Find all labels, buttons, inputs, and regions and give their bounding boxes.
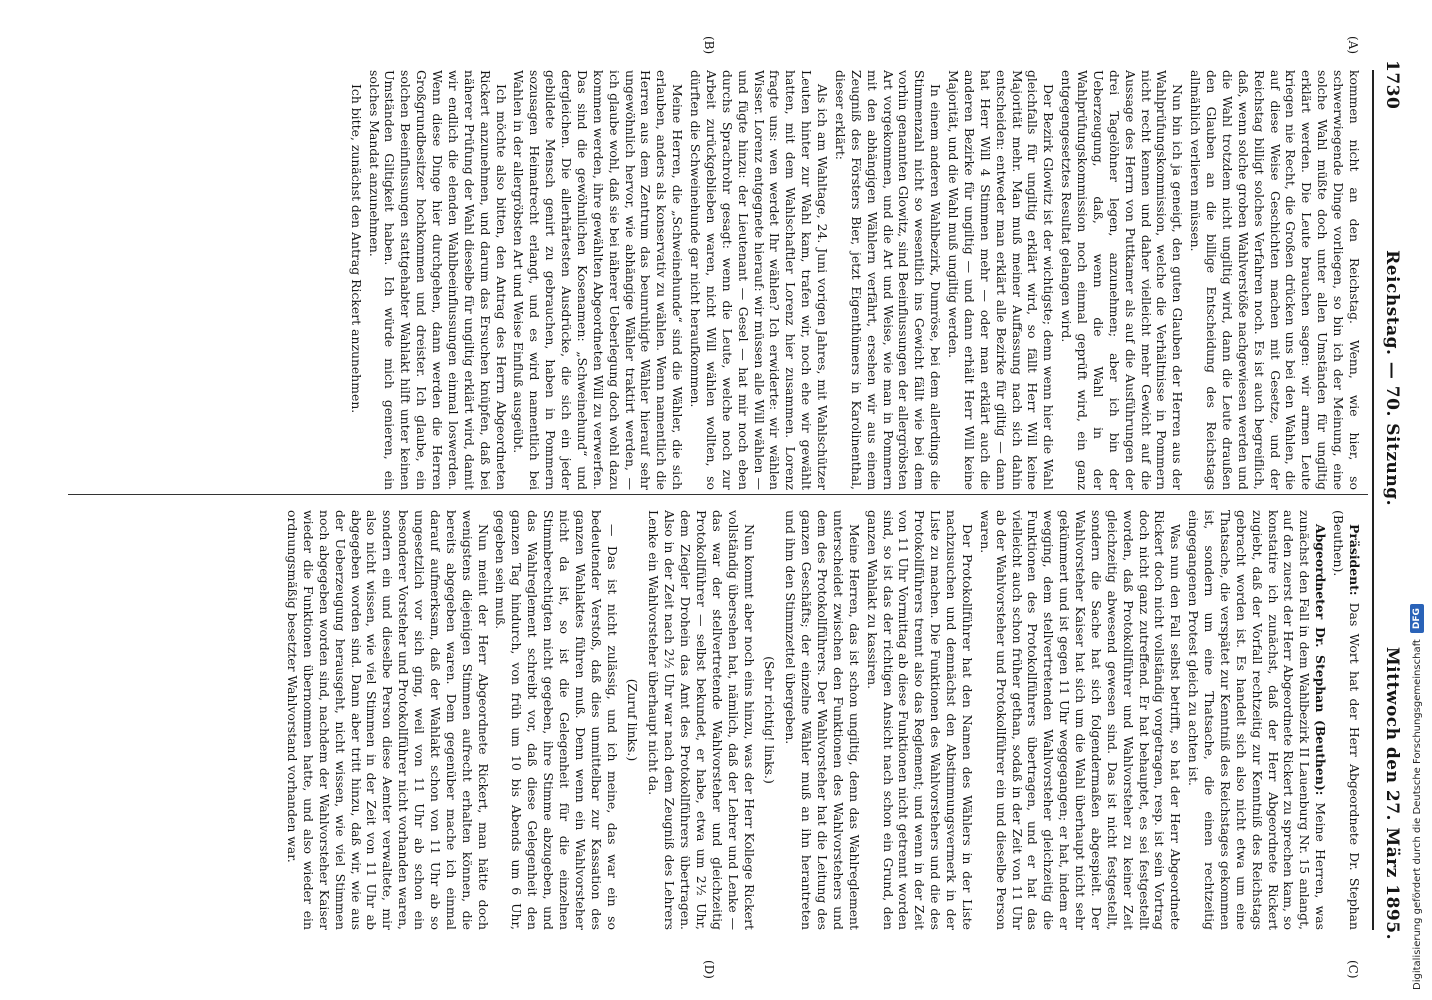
right-column [62, 510, 1362, 930]
dfg-logo: DFG [1410, 604, 1424, 633]
paragraph: Nun meint der Herr Abgeordnete Rickert, man hätte doch wenigstens diejenigen Stimmen aufrecht erhalten können, die bereits abgegeben waren. Dem gegenüber mache ich einmal darauf aufmerksam, daß der Wahlakt schon von 11 Uhr ab so ungesetzlich vor sich ging, weil von 11 Uhr ab schon ein besonderer Vorsteher und Protokollführer nicht vorhanden waren, sondern ein und dieselbe Person diese Aemter verwaltete, mir also nicht wissen, wie viel Stimmen in der Zeit von 11 Uhr ab abgegeben worden sind. Dann aber tritt hinzu, daß wir, wie aus der Ueberzeugung herausgeht, nicht wissen, wie viel Stimmen noch abgegeben worden sind, nachdem der Wahlvorsteher Kaiser wieder die Funktionen übernommen hatte, und also wieder ein ordnungsmäßig besetzter Wahlvorstand vorhanden war. [285, 510, 491, 930]
margin-mark-d: (D) [702, 960, 716, 979]
paragraph: In einem anderen Wahlbezirk, Dumröse, bei dem allerdings die Stimmenzahl nicht so wesentlich ins Gewicht fällt wie bei dem vorhin genannten Glowitz, sind Beeinflussungen der allergröbsten Art vorgekommen, und die Art und Weise, wie man in Pommern mit den abhängigen Wählern verfährt, ersehen wir aus einem Zeugniß des Försters Bier, jetzt Eigenthümers in Karolinenthal, dieser erklärt: [833, 70, 944, 490]
credit-text: Digitalisierung gefördert durch die Deutsche Forschungsgemeinschaft [1411, 639, 1423, 990]
paragraph: Der Bezirk Glowitz ist der wichtigste; denn wenn hier die Wahl gleichfalls für ungiltig erklärt wird, so fällt Herr Will keine Majorität mehr. Man muß meiner Auffassung nach sich dahin entscheiden: entweder man erklärt alle Bezirke für giltig — dann hat Herr Will 4 Stimmen mehr — oder man erklärt auch die anderen Bezirke für ungiltig — und dann erhält Herr Will keine Majorität, und die Wahl muß ungiltig werden. [946, 70, 1057, 490]
paragraph: — Das ist nicht zulässig, und ich meine, das war ein so bedeutender Verstoß, daß dies unmittelbar zur Kassation des ganzen Wahlaktes führen muß. Denn wenn ein Wahlvorsteher nicht da ist, so ist die Gelegenheit für die einzelnen Stimmberechtigten nicht gegeben, ihre Stimme abzugeben, und das Wahlreglement schreibt vor, daß diese Gelegenheit den ganzen Tag hindurch, von früh um 10 bis Abends um 6 Uhr, gegeben sein muß. [493, 510, 620, 930]
paragraph: Nun kommt aber noch eins hinzu, was der Herr Kollege Rickert vollständig übersehen hat, nämlich, daß der Lehrer und Lenke — das war der stellvertretende Wahlvorsteher und gleichzeitig Protokollführer — selbst bekundet, er habe, etwa um 2½ Uhr, dem Ziegler Drohein das Amt des Protokollführers übertragen. Also in der Zeit nach 2½ Uhr war nach dem Zeugniß des Lehrers Lenke ein Wahlvorsteher überhaupt nicht da. [646, 510, 757, 930]
interjection: (Sehr richtig! links.) [762, 656, 778, 784]
margin-mark-c: (C) [1346, 960, 1360, 979]
page-number: 1730 [1382, 60, 1402, 110]
margin-mark-b: (B) [702, 36, 716, 55]
speaker-text: Meine Herren, was zunächst den Fall in dem Wahlbezirk II Lauenburg Nr. 15 anlangt, auf den zuerst der Herr Abgeordnete Rickert zu sprechen kam, so konstatire ich zunächst, daß der Herr Abgeordnete Rickert zugiebt, daß der Vorfall rechtzeitig zur Kenntniß des Reichstags gebracht worden ist. Es handelt sich also nicht etwa um eine Thatsache, die verspätet zur Kenntniß des Reichstages gekommen ist, sondern um eine Thatsache, die einen rechtzeitig eingegangenen Protest gleich zu achten ist. [1186, 510, 1329, 930]
running-header [1380, 60, 1404, 940]
session-title: Reichstag. — 70. Sitzung. [1382, 250, 1402, 507]
speaker-statement [1185, 510, 1328, 930]
column-divider [68, 494, 1368, 495]
digitization-credit [1410, 604, 1424, 990]
paragraph: Ich bitte, zunächst den Antrag Rickert anzunehmen. [348, 84, 364, 414]
paragraph: kommen nicht an den Reichstag. Wenn, wie hier, so schwerwiegende Dinge vorliegen, so bin ich der Meinung, eine solche Wahl müßte doch unter allen Umständen für ungiltig erklärt werden. Die Leute brauchen sagen: wir armen Leute kriegen nie Recht, die Großen drücken uns bei den Wahlen, die auf diese Weise Geschichten machen mit Gesetze, und der Reichstag billigt solches Verfahren noch. Es ist auch begreiflich, daß, wenn solche groben Wahlverstöße nachgewiesen werden und die Wahl trotzdem nicht ungiltig wird, dann die Leute draußen den Glauben an die billige Entscheidung des Reichstags allmählich verlieren müssen. [1188, 70, 1362, 490]
speaker-label: Abgeordneter Dr. Stephan (Beuthen): [1313, 524, 1329, 796]
left-column [62, 70, 1362, 490]
president-statement [1330, 510, 1362, 930]
header-rule [1372, 70, 1374, 930]
quoted-testimony: Als ich am Wahltage, 24. Juni vorigen Jahres, mit Wahlschützer Leuten hinter zur Wahl kam, trafen wir, noch ehe wir gewählt hatten, mit dem Wahlschaftler Lorenz hier zusammen. Lorenz fragte uns: wen werdet Ihr wählen? Ich erwiderte: wir wählen Wisser. Lorenz entgegnete hierauf: wir müssen alle Will wählen — und fügte hinzu: der Lieutenant — Gesel — hat mir noch eben durchs Sprachrohr gesagt: wenn die Leute, welche noch zur Arbeit zurückgeblieben waren, nicht Will wählen wollten, so dürften die Schweinehunde gar nicht heraufkommen. [688, 70, 831, 490]
paragraph: Nun bin ich ja geneigt, den guten Glauben der Herren aus der Wahlprüfungskommission, welche die Verhältnisse in Pommern nicht recht kennen und daher vielleicht mehr Gewicht auf die Aussage des Herrn von Puttkamer als auf die Ausführungen der drei Tagelöhner legen, anzunehmen; aber ich bin der Ueberzeugung, daß, wenn die Wahl in der Wahlprüfungskommission noch einmal geprüft wird, ein ganz entgegengesetztes Resultat gelangen wird. [1059, 70, 1186, 490]
interjection: (Zuruf links.) [625, 678, 641, 762]
president-label: Präsident: [1347, 524, 1362, 596]
paragraph: Meine Herren, das ist schon ungiltig, denn das Wahlreglement unterscheidet zwischen den Funktionen des Wahlvorstehers und dem des Protokollführers. Der Wahlvorsteher hat die Leitung des ganzen Geschäfts; der einzelne Wähler muß an ihn herantreten und ihm den Stimmzettel übergeben. [783, 510, 862, 930]
paragraph: Meine Herren, die „Schweinehunde“ sind die Wähler, die sich erlauben, anders als konservativ zu wählen. Wenn namentlich die Herren aus dem Zentrum das beunruhigte Wähler hierauf sehr ungewöhnlich hervor, wie abhängige Wähler traktirt werden, — ich glaube wohl, daß sie bei näherer Ueberlegung doch wohl dazu kommen werden, ihre gewählten Abgeordneten Will zu verwerfen. Das sind die gewöhnlichen Kosenamen: „Schweinehund“ und dergleichen. Die allerhärtesten Ausdrücke, die sich ein jeder gebildete Mensch genirt zu gebrauchen, haben in Pommern sozusagen Heimatrecht erlangt, und es wird namentlich bei Wahlen in der allergröbsten Art und Weise Einfluß ausgeübt. [511, 70, 686, 490]
margin-mark-a: (A) [1346, 36, 1360, 55]
session-date: Mittwoch den 27. März 1895. [1382, 646, 1402, 940]
paragraph: Was nun den Fall selbst betrifft, so hat der Herr Abgeordnete Rickert doch nicht vollständig vorgetragen, resp. ist sein Vortrag doch nicht ganz zutreffend. Er hat behauptet, es sei festgestellt worden, daß Protokollführer und Wahlvorsteher zu keiner Zeit gleichzeitig abwesend gewesen sind. Das ist nicht festgestellt, sondern die Sache hat sich folgendermaßen abgespielt. Der Wahlvorsteher Kaiser hat sich um die Wahl überhaupt nicht sehr gekümmert und ist gegen 11 Uhr weggegangen; er hat, indem er wegging, dem stellvertretenden Wahlvorsteher gleichzeitig die Funktionen des Protokollführers übertragen, und er hat das vielleicht auch schon früher gethan, sodaß in der Zeit von 11 Uhr ab der Wahlvorsteher und Protokollführer ein und dieselbe Person waren. [977, 510, 1184, 930]
paragraph: Der Protokollführer hat den Namen des Wählers in der Liste nachzusuchen und demnächst den Abstimmungsvermerk in der Liste zu machen. Die Funktionen des Wahlvorstehers und die des Protokollführers trennt also das Reglement; und wenn in der Zeit von 11 Uhr Vormittag ab diese Funktionen nicht getrennt worden sind, so ist das der richtigen Ansicht nach schon ein Grund, den ganzen Wahlakt zu kassiren. [864, 510, 975, 930]
president-text: Das Wort hat der Herr Abgeordnete Dr. Stephan (Beuthen). [1331, 510, 1362, 930]
paragraph: Ich möchte also bitten, den Antrag des Herrn Abgeordneten Rickert anzunehmen, und darum das Ersuchen knüpfen, daß bei näherer Prüfung der Wahl dieselbe für ungiltig erklärt wird, damit wir endlich die elenden Wahlbeeinflussungen einmal loswerden. Wenn diese Dinge hier durchgehen, dann werden die Herren Großgrundbesitzer hochkommen und dreister. Ich glaube, ein solchen Beeinflussungen stattgehabter Wahlakt hilft unter keinen Umständen Giltigkeit haben. Ich würde mich genieren, ein solches Mandat anzunehmen. [366, 70, 509, 490]
